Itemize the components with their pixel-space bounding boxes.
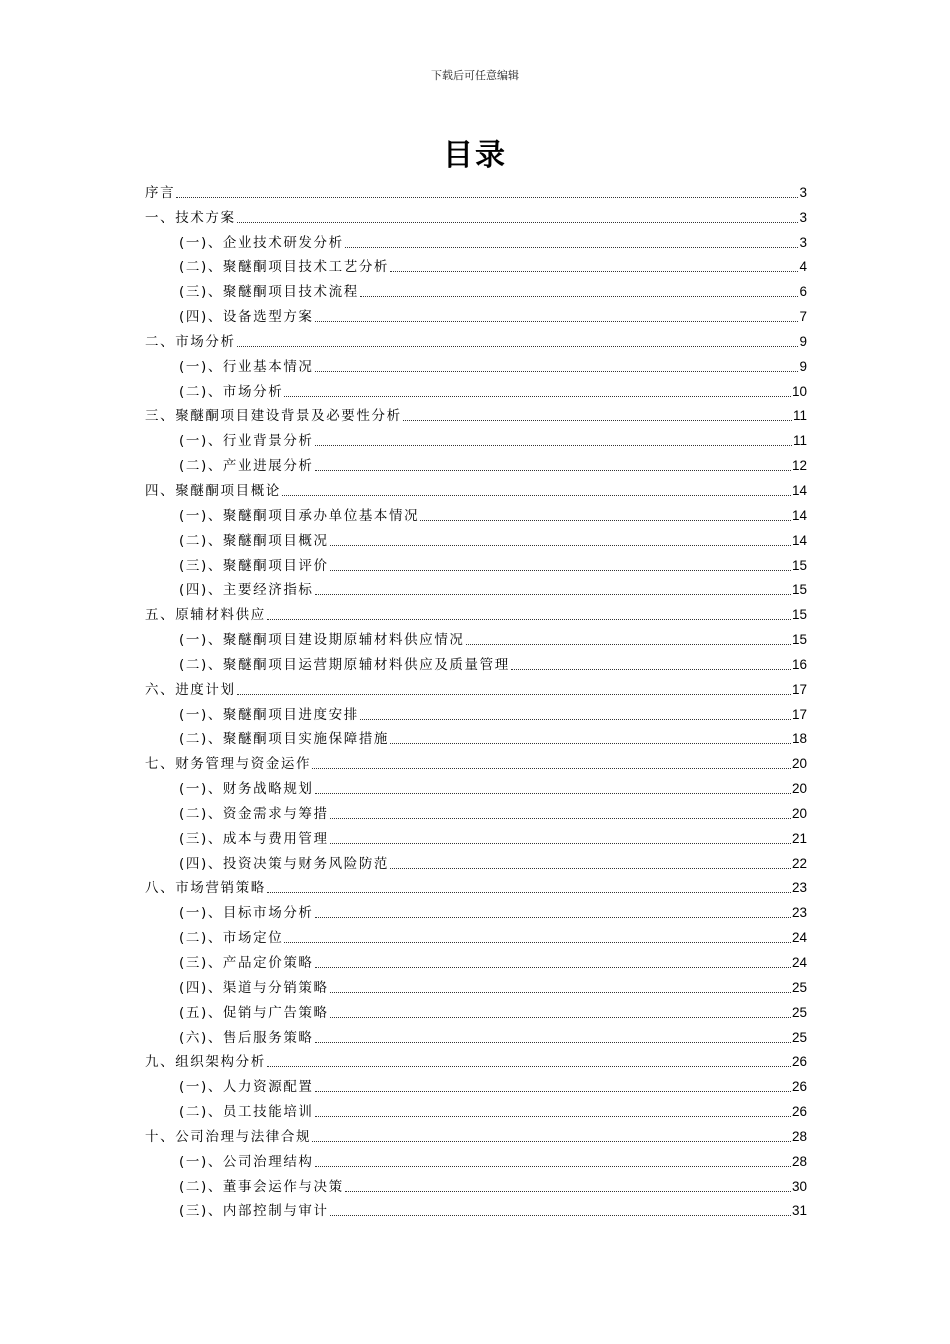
toc-entry[interactable] [145,873,807,898]
toc-entry-label: (二)、聚醚酮项目实施保障措施 [179,731,390,748]
toc-entry-label: (五)、促销与广告策略 [179,1004,329,1021]
dot-leader [330,544,791,546]
toc-entry-page-number: 9 [799,358,807,374]
toc-entry[interactable] [145,599,807,624]
toc-entry[interactable] [145,773,807,798]
toc-entry[interactable] [145,1047,807,1072]
toc-entry[interactable] [145,202,807,227]
toc-entry-label: (一)、企业技术研发分析 [179,234,344,251]
toc-entry-page-number: 26 [791,1079,807,1095]
table-of-contents [145,177,807,1220]
toc-entry-label: (一)、人力资源配置 [179,1079,314,1096]
toc-entry[interactable] [145,1096,807,1121]
toc-entry[interactable] [145,301,807,326]
dot-leader [403,419,792,421]
dot-leader [420,519,791,521]
toc-entry-page-number: 20 [791,805,807,821]
dot-leader [345,1190,791,1192]
dot-leader [315,1115,791,1117]
toc-entry-page-number: 28 [791,1128,807,1144]
toc-entry-label: 六、进度计划 [145,681,236,698]
toc-entry-label: (二)、聚醚酮项目运营期原辅材料供应及质量管理 [179,656,510,673]
toc-entry-label: (二)、董事会运作与决策 [179,1178,344,1195]
toc-entry[interactable] [145,227,807,252]
toc-entry-page-number: 11 [792,433,807,449]
toc-entry-page-number: 4 [799,259,807,275]
toc-entry-label: 五、原辅材料供应 [145,607,266,624]
toc-entry-label: (一)、目标市场分析 [179,905,314,922]
dot-leader [267,618,791,620]
toc-entry[interactable] [145,1022,807,1047]
toc-entry-page-number: 6 [799,284,807,300]
toc-entry-label: (二)、市场定位 [179,930,284,947]
dot-leader [267,1065,791,1067]
toc-entry-page-number: 15 [791,632,807,648]
dot-leader [330,1016,791,1018]
toc-entry-page-number: 12 [791,458,807,474]
toc-entry-page-number: 21 [791,830,807,846]
toc-entry[interactable] [145,550,807,575]
toc-entry-page-number: 10 [791,383,807,399]
toc-entry-label: (一)、公司治理结构 [179,1153,314,1170]
dot-leader [315,370,799,372]
dot-leader [315,966,791,968]
dot-leader [237,221,799,223]
toc-entry-page-number: 17 [791,706,807,722]
dot-leader [315,469,791,471]
dot-leader [315,916,791,918]
toc-entry[interactable] [145,997,807,1022]
toc-entry[interactable] [145,575,807,600]
dot-leader [315,320,799,322]
toc-entry-label: 一、技术方案 [145,209,236,226]
toc-entry[interactable] [145,450,807,475]
dot-leader [315,444,792,446]
toc-entry-page-number: 16 [791,656,807,672]
toc-entry-label: (一)、聚醚酮项目承办单位基本情况 [179,507,420,524]
toc-entry[interactable] [145,649,807,674]
toc-entry[interactable] [145,848,807,873]
toc-entry-page-number: 30 [791,1178,807,1194]
toc-entry[interactable] [145,1146,807,1171]
dot-leader [237,345,799,347]
toc-entry[interactable] [145,1121,807,1146]
toc-entry-label: (一)、财务战略规划 [179,781,314,798]
toc-entry-label: (一)、行业背景分析 [179,433,314,450]
toc-entry[interactable] [145,674,807,699]
dot-leader [345,246,799,248]
toc-entry-label: (三)、成本与费用管理 [179,830,329,847]
toc-entry-page-number: 22 [791,855,807,871]
toc-entry[interactable] [145,823,807,848]
toc-entry-page-number: 15 [791,557,807,573]
dot-leader [360,295,799,297]
dot-leader [284,395,791,397]
toc-entry-page-number: 24 [791,955,807,970]
toc-entry[interactable] [145,475,807,500]
toc-entry-page-number: 25 [791,979,807,995]
toc-entry-page-number: 14 [791,507,807,523]
dot-leader [330,569,791,571]
toc-entry-page-number: 14 [791,532,807,548]
toc-entry-page-number: 15 [791,582,807,598]
dot-leader [330,842,791,844]
dot-leader [390,742,791,744]
dot-leader [312,767,791,769]
dot-leader [315,593,791,595]
toc-entry[interactable] [145,748,807,773]
toc-entry-page-number: 20 [791,756,807,772]
toc-entry-page-number: 31 [791,1203,807,1219]
toc-entry-page-number: 23 [791,880,807,896]
toc-entry-label: (二)、员工技能培训 [179,1104,314,1121]
toc-entry-label: (一)、行业基本情况 [179,358,314,375]
dot-leader [176,196,798,198]
toc-entry[interactable] [145,922,807,947]
dot-leader [330,1214,791,1216]
toc-entry[interactable] [145,1171,807,1196]
dot-leader [390,270,798,272]
toc-entry-page-number: 18 [791,731,807,747]
toc-entry-label: (二)、资金需求与筹措 [179,805,329,822]
toc-entry[interactable] [145,798,807,823]
dot-leader [267,891,791,893]
toc-entry[interactable] [145,326,807,351]
toc-entry-label: (六)、售后服务策略 [179,1029,314,1046]
toc-entry-label: (一)、聚醚酮项目进度安排 [179,706,359,723]
toc-entry[interactable] [145,376,807,401]
toc-entry-label: (一)、聚醚酮项目建设期原辅材料供应情况 [179,632,465,649]
toc-entry[interactable] [145,624,807,649]
dot-leader [315,1090,791,1092]
toc-entry[interactable] [145,401,807,426]
toc-entry-label: 二、市场分析 [145,333,236,350]
page-title: 目录 [443,138,507,173]
toc-entry-label: (二)、市场分析 [179,383,284,400]
toc-entry[interactable] [145,972,807,997]
toc-entry[interactable] [145,947,807,972]
page-header: 下载后可任意编辑 [431,69,519,82]
dot-leader [315,1041,791,1043]
toc-entry-label: (四)、渠道与分销策略 [179,979,329,996]
toc-entry[interactable] [145,177,807,202]
dot-leader [330,991,791,993]
toc-entry-page-number: 24 [791,930,807,946]
toc-entry-label: (四)、设备选型方案 [179,309,314,326]
dot-leader [390,867,791,869]
dot-leader [315,1165,791,1167]
toc-entry-label: (二)、产业进展分析 [179,458,314,475]
toc-entry-page-number: 9 [799,333,807,349]
dot-leader [511,668,791,670]
toc-entry[interactable] [145,1071,807,1096]
toc-entry-page-number: 23 [791,905,807,921]
dot-leader [315,792,791,794]
toc-entry-label: (四)、主要经济指标 [179,582,314,599]
toc-entry-page-number: 20 [791,781,807,797]
toc-entry[interactable] [145,699,807,724]
toc-entry-label: 序言 [145,184,176,201]
dot-leader [284,941,791,943]
toc-entry-label: (三)、产品定价策略 [179,955,314,971]
toc-entry-page-number: 25 [791,1004,807,1020]
dot-leader [282,494,791,496]
dot-leader [312,1140,791,1142]
toc-entry-page-number: 11 [792,408,807,424]
toc-entry-page-number: 14 [791,482,807,498]
toc-entry-page-number: 3 [799,234,807,250]
toc-entry-page-number: 26 [791,1104,807,1120]
toc-entry-page-number: 3 [799,209,807,225]
toc-entry-page-number: 28 [791,1153,807,1169]
toc-entry-label: (三)、内部控制与审计 [179,1203,329,1220]
dot-leader [237,693,791,695]
toc-entry-page-number: 17 [791,681,807,697]
toc-entry-label: (三)、聚醚酮项目评价 [179,557,329,574]
toc-entry-label: (二)、聚醚酮项目技术工艺分析 [179,259,390,276]
toc-entry[interactable] [145,351,807,376]
toc-entry[interactable] [145,425,807,450]
toc-entry-label: 四、聚醚酮项目概论 [145,482,281,499]
toc-entry-label: 九、组织架构分析 [145,1054,266,1071]
dot-leader [466,643,791,645]
dot-leader [360,718,791,720]
toc-entry-label: (三)、聚醚酮项目技术流程 [179,284,359,301]
toc-entry-page-number: 25 [791,1029,807,1045]
toc-entry-label: 八、市场营销策略 [145,880,266,897]
toc-entry-label: 十、公司治理与法律合规 [145,1128,312,1145]
toc-entry[interactable] [145,897,807,922]
toc-entry-page-number: 3 [799,184,807,200]
toc-entry[interactable] [145,1196,807,1221]
toc-entry-page-number: 15 [791,607,807,623]
toc-entry-label: (四)、投资决策与财务风险防范 [179,855,390,872]
dot-leader [330,817,791,819]
toc-entry-page-number: 7 [799,309,807,325]
toc-entry[interactable] [145,525,807,550]
toc-entry-label: 七、财务管理与资金运作 [145,756,312,773]
toc-entry[interactable] [145,252,807,277]
toc-entry-label: (二)、聚醚酮项目概况 [179,532,329,549]
toc-entry[interactable] [145,724,807,749]
toc-entry-label: 三、聚醚酮项目建设背景及必要性分析 [145,408,402,425]
toc-entry[interactable] [145,500,807,525]
toc-entry[interactable] [145,276,807,301]
toc-entry-page-number: 26 [791,1054,807,1070]
